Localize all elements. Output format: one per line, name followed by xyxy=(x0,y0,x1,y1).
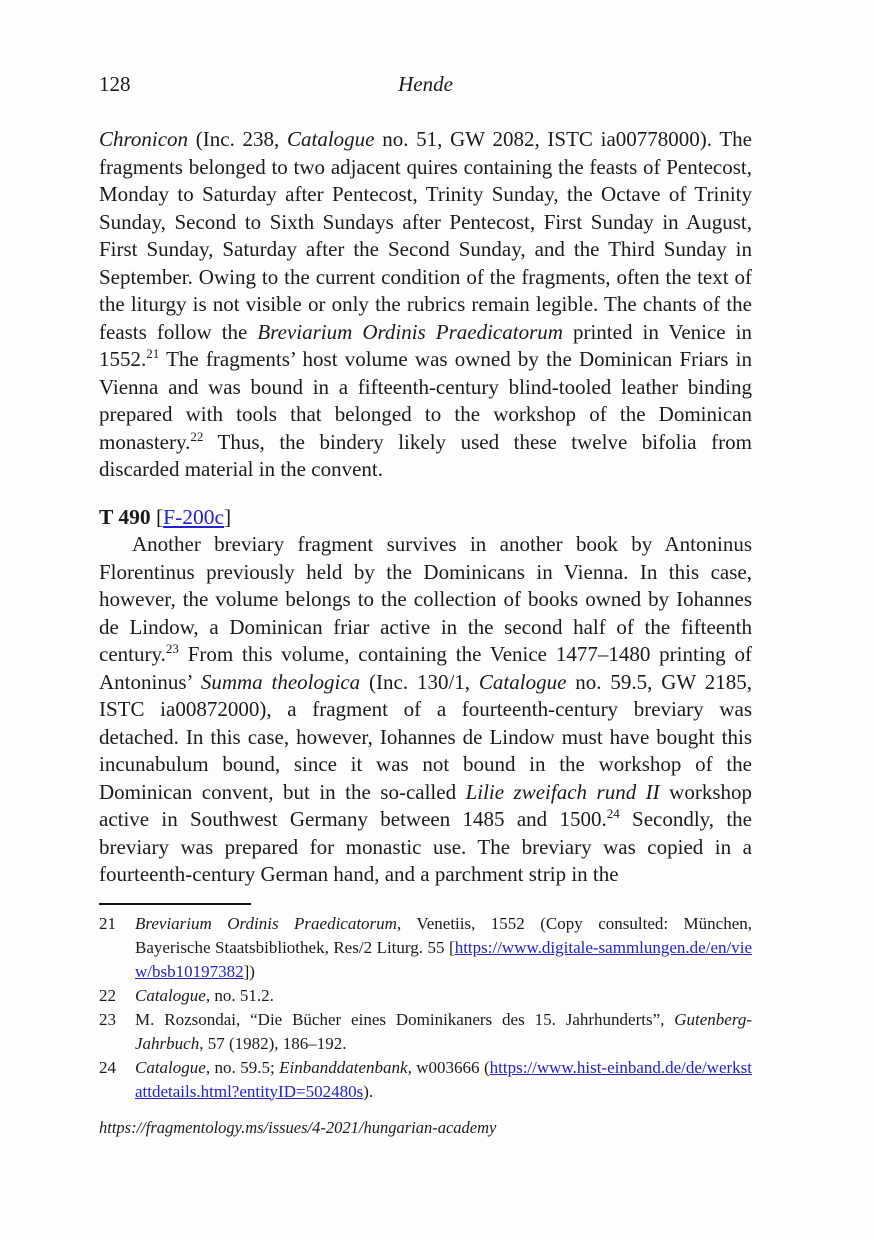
footnote-ref-22: 22 xyxy=(190,428,204,444)
page-number: 128 xyxy=(99,72,131,96)
text-run: Catalogue xyxy=(135,1057,206,1077)
text-run: Einbanddatenbank xyxy=(279,1057,408,1077)
text-run: Lilie zweifach rund II xyxy=(465,779,660,804)
footnote-item-22 xyxy=(99,984,752,1008)
footnote-ref-23: 23 xyxy=(165,641,179,656)
text-column xyxy=(99,0,752,1138)
footnote-number: 21 xyxy=(99,913,116,933)
footnote-number: 24 xyxy=(99,1057,116,1077)
section-heading-t490 xyxy=(99,504,752,532)
text-run: Summa theologica xyxy=(200,669,361,694)
footnote-text xyxy=(135,1008,752,1056)
text-run: Gutenberg-Jahrbuch xyxy=(135,1009,752,1053)
paragraph-breviary-fragment xyxy=(99,531,752,889)
text-run: M. Rozsondai, “Die Bücher eines Dominikaners des 15. Jahrhunderts”, xyxy=(135,1009,675,1029)
text-run: , no. 59.5; xyxy=(205,1057,280,1077)
text-run: (Inc. 130/1, xyxy=(360,669,479,694)
text-run: ). xyxy=(363,1081,374,1101)
footnote-24-url-link[interactable]: https://www.hist-einband.de/de/werkstattdetails.html?entityID=502480s xyxy=(135,1057,752,1101)
footnote-number: 23 xyxy=(99,1009,116,1029)
text-run: ]) xyxy=(243,961,255,981)
text-run: Catalogue xyxy=(287,127,375,151)
footnote-separator-rule xyxy=(99,903,251,905)
text-run: no. 51, GW 2082, ISTC ia00778000). The fragments belonged to two adjacent quires containing the feasts of Pentecost, Monday to Saturday after Pentecost, Trinity Sunday, the Octave of Trinity Sunday, Second to Sixth Sundays after Pentecost, First Sunday in August, First Sunday, Saturday after the Second Sunday, and the Third Sunday in September. Owing to the current condition of the fragments, often the text of the liturgy is not visible or only the rubrics remain legible. The chants of the feasts follow the xyxy=(99,127,752,344)
running-header xyxy=(99,72,752,100)
footnote-item-21 xyxy=(99,912,752,984)
footnote-text xyxy=(135,984,752,1008)
text-run: (Inc. 238, xyxy=(188,127,287,151)
running-title: Hende xyxy=(398,72,453,96)
text-run: Thus, the bindery likely used these twelve bifolia from discarded material in the convent. xyxy=(99,429,752,481)
text-run: , Venetiis, 1552 (Copy consulted: München, Bayerische Staatsbibliothek, Res/2 Liturg. 55 [ xyxy=(135,913,752,957)
text-run: Chronicon xyxy=(99,127,189,151)
footnote-item-23 xyxy=(99,1008,752,1056)
text-run: From this volume, containing the Venice 1477–1480 printing of Antoninus’ xyxy=(99,642,752,694)
footnote-text xyxy=(135,912,752,984)
text-run: The fragments’ host volume was owned by the Dominican Friars in Vienna and was bound in a fifteenth-century blind-tooled leather binding prepared with tools that belonged to the workshop of the Dominican monastery. xyxy=(99,347,752,454)
footnotes-section xyxy=(99,912,752,1104)
text-run: T 490 xyxy=(99,504,151,529)
footer-url: https://fragmentology.ms/issues/4-2021/hungarian-academy xyxy=(99,1117,497,1137)
text-run: Breviarium Ordinis Praedicatorum xyxy=(135,913,397,933)
text-run: Catalogue xyxy=(478,669,567,694)
text-run: [ xyxy=(150,504,164,529)
text-run: , w003666 ( xyxy=(407,1057,490,1077)
footnote-text xyxy=(135,1056,752,1104)
fragment-link-f200c[interactable]: F-200c xyxy=(163,504,225,529)
text-run: workshop active in Southwest Germany between 1485 and 1500. xyxy=(99,779,752,831)
footnote-item-24 xyxy=(99,1056,752,1104)
text-run: printed in Venice in 1552. xyxy=(99,319,752,371)
paragraph-chronicon xyxy=(99,126,752,484)
text-run: no. 59.5, GW 2185, ISTC ia00872000), a fragment of a fourteenth-century breviary was detached. In this case, however, Iohannes de Lindow must have bought this incunabulum bound, since it was not bound in the workshop of the Dominican convent, but in the so-called xyxy=(99,669,752,804)
text-run: ] xyxy=(224,504,232,529)
text-run: , 57 (1982), 186–192. xyxy=(199,1033,347,1053)
footnote-21-url-link[interactable]: https://www.digitale-sammlungen.de/en/view/bsb10197382 xyxy=(135,937,752,981)
footnote-ref-24: 24 xyxy=(606,806,620,821)
text-run: Secondly, the breviary was prepared for monastic use. The breviary was copied in a fourteenth-century German hand, and a parchment strip in the xyxy=(99,807,753,886)
text-run: Catalogue xyxy=(135,985,206,1005)
footnote-ref-21: 21 xyxy=(146,346,160,361)
text-run: Breviarium Ordinis Praedicatorum xyxy=(257,319,563,344)
footnote-number: 22 xyxy=(99,985,116,1005)
text-run: Another breviary fragment survives in another book by Antoninus Florentinus previously held by the Dominicans in Vienna. In this case, however, the volume belongs to the collection of books owned by Iohannes de Lindow, a Dominican friar active in the second half of the fifteenth century. xyxy=(99,532,752,666)
text-run: , no. 51.2. xyxy=(205,985,274,1005)
